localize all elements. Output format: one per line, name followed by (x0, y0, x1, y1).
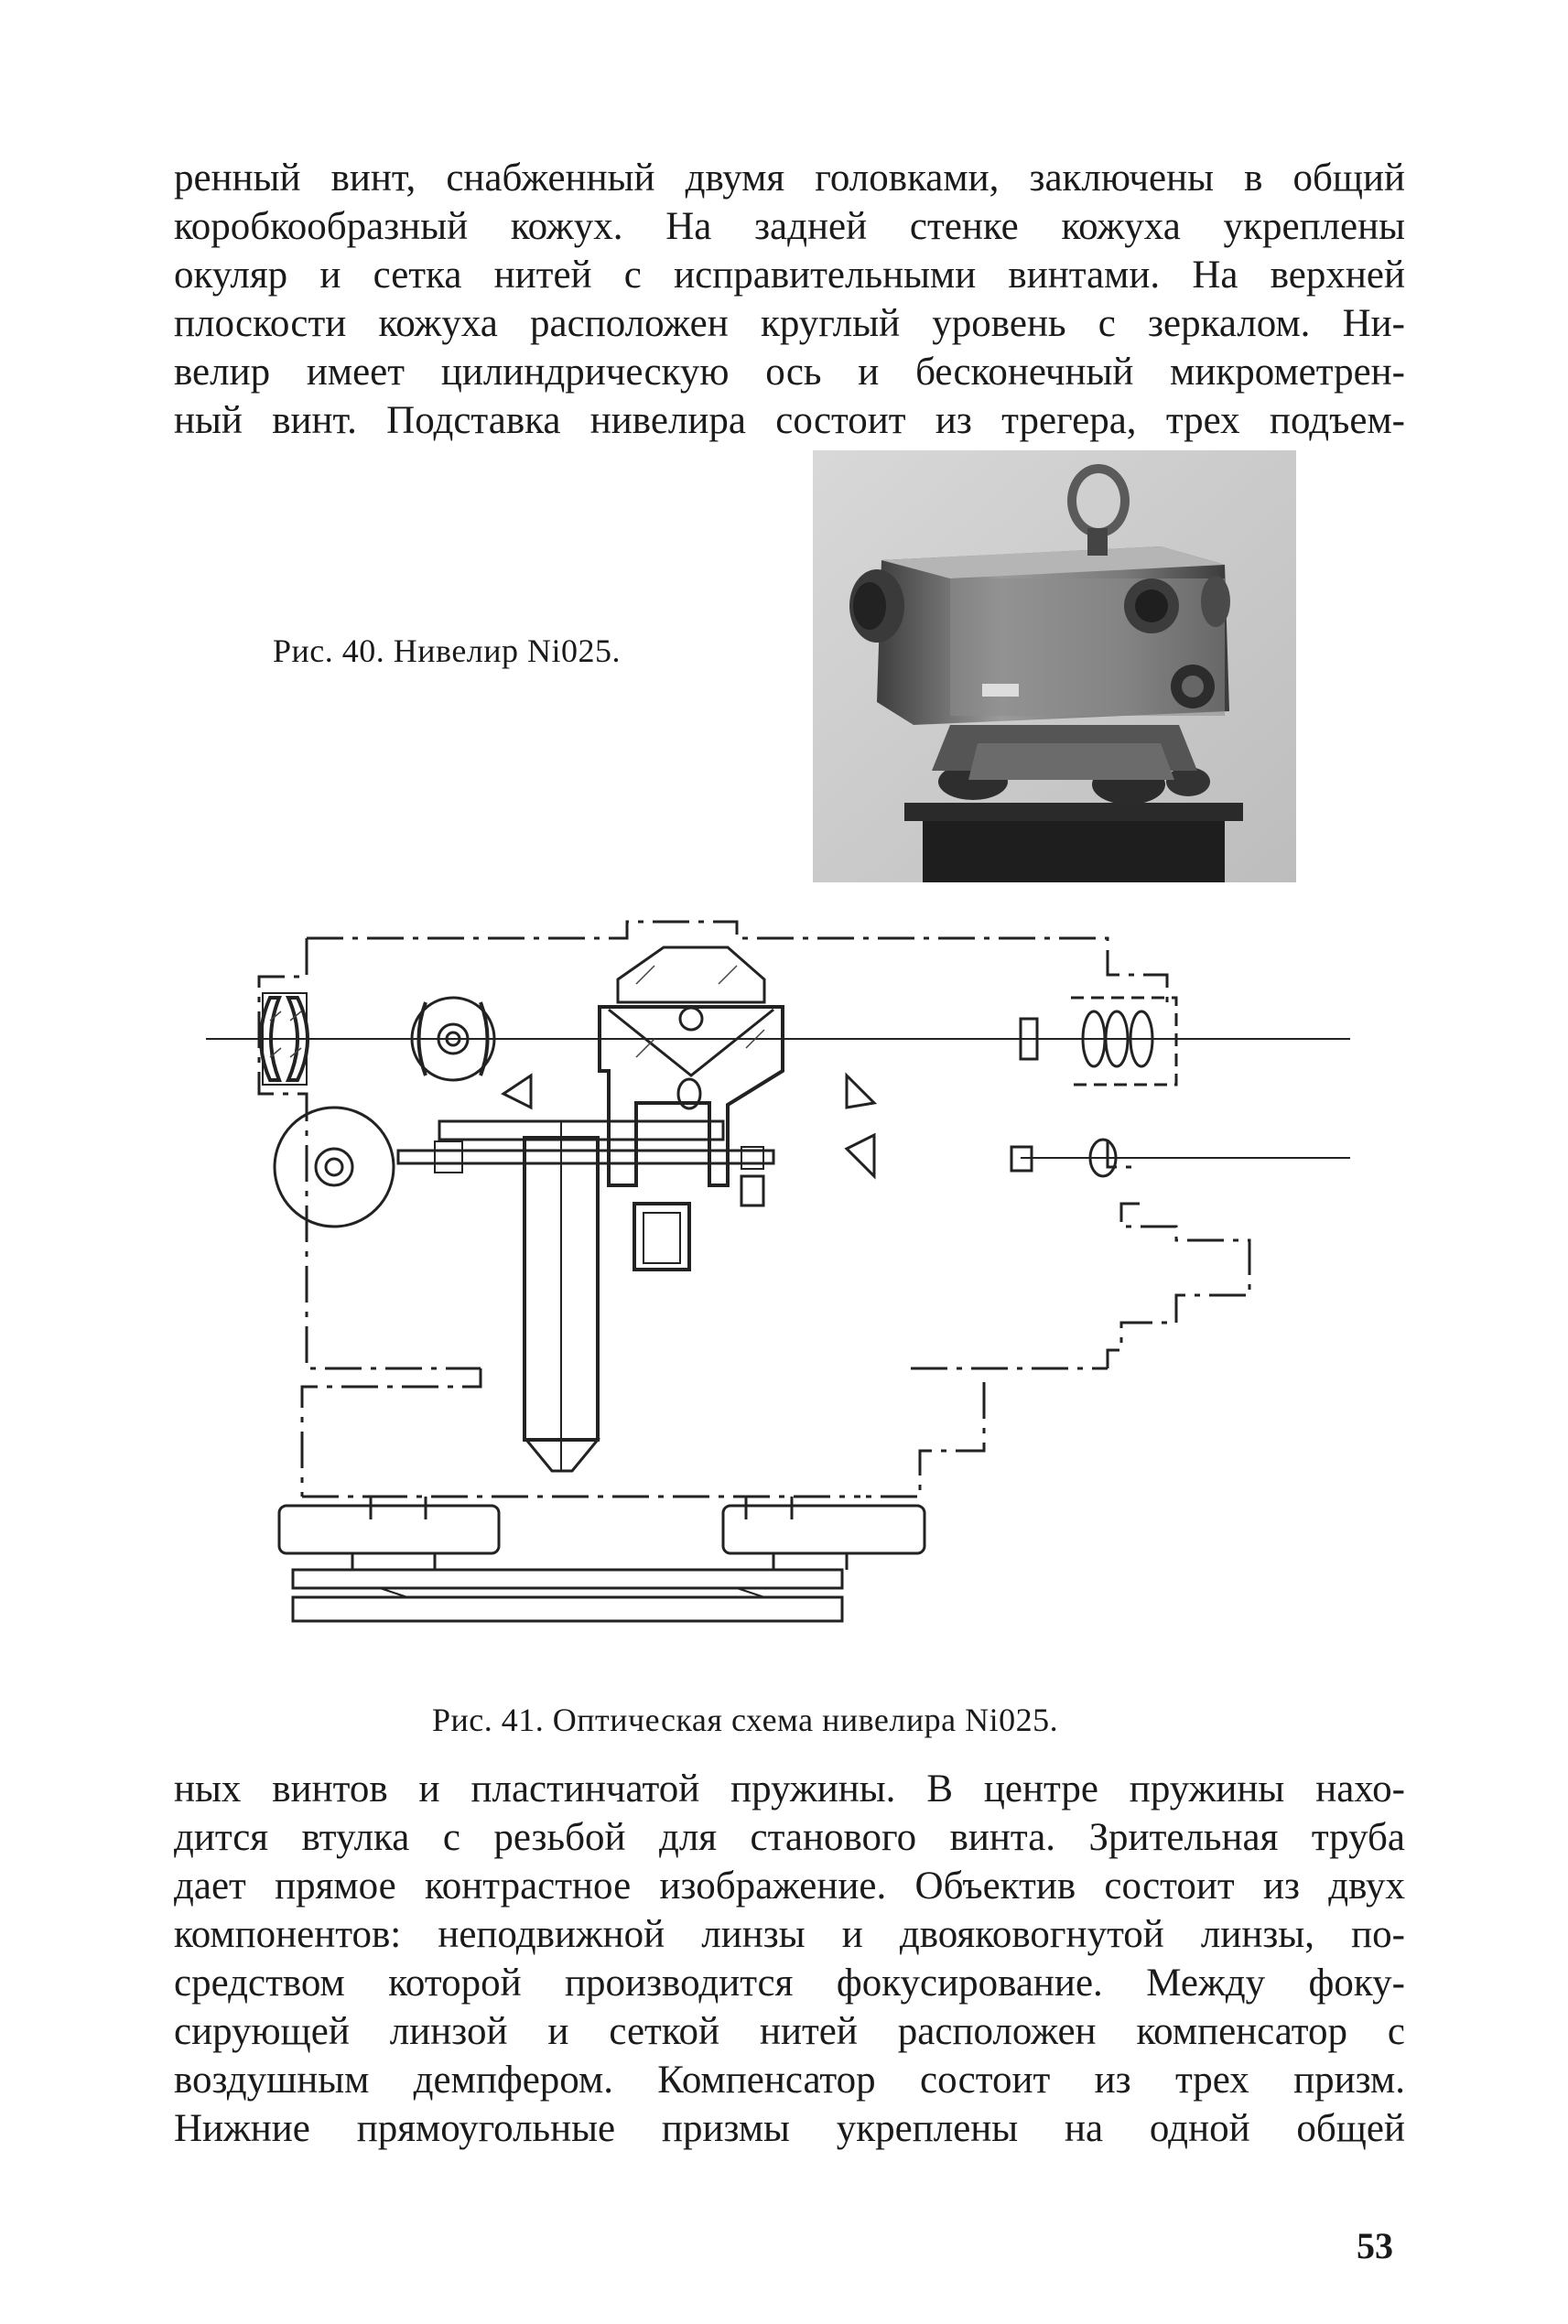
optical-scheme-drawing (206, 911, 1368, 1693)
leveling-screw-right (723, 1506, 925, 1553)
leveling-screw-left (279, 1506, 499, 1553)
text-line: ренный винт, снабженный двумя головками, заключены в общий (174, 157, 1405, 200)
spring-plate (293, 1570, 842, 1588)
optical-scheme-diagram (206, 911, 1368, 1693)
prism-small-left (503, 1076, 531, 1108)
compensator-pivot (680, 1008, 702, 1030)
figure-41-caption: Рис. 41. Оптическая схема нивелира Ni025. (432, 1702, 1059, 1738)
text-line: Нижние прямоугольные призмы укреплены на одной общей (174, 2107, 1405, 2150)
text-line: ных винтов и пластинчатой пружины. В центре пружины нахо- (174, 1767, 1405, 1811)
text-line: коробкообразный кожух. На задней стенке кожуха укреплены (174, 205, 1405, 248)
compensator-top-prism (618, 947, 764, 1002)
housing-outline (259, 922, 1249, 1368)
text-line: компонентов: неподвижной линзы и двояковогнутой линзы, по- (174, 1913, 1405, 1956)
bottom-paragraph (174, 1765, 1405, 2153)
micrometer-guide (398, 1151, 773, 1163)
tripod-plate (293, 1597, 842, 1621)
top-paragraph (174, 154, 1405, 445)
text-line: воздушным демпфером. Компенсатор состоит из трех призм. (174, 2059, 1405, 2102)
text-line: средством которой производится фокусирование. Между фоку- (174, 1962, 1405, 2005)
compensator-main-prism (600, 1007, 783, 1185)
text-line: сирующей линзой и сеткой нитей расположен компенсатор с (174, 2010, 1405, 2053)
text-line: дает прямое контрастное изображение. Объектив состоит из двух (174, 1865, 1405, 1908)
text-line: ный винт. Подставка нивелира состоит из трегера, трех подъем- (174, 399, 1405, 442)
eyepiece-mount (1071, 998, 1176, 1085)
level-instrument-photo (813, 450, 1296, 882)
prism-lower-right (847, 1135, 874, 1176)
prism-small-right (847, 1076, 874, 1108)
text-line: велир имеет цилиндрическую ось и бесконечный микрометрен- (174, 351, 1405, 394)
text-line: окуляр и сетка нитей с исправительными винтами. На верхней (174, 254, 1405, 297)
text-line: дится втулка с резьбой для станового винта. Зрительная труба (174, 1816, 1405, 1859)
figure-40-caption: Рис. 40. Нивелир Ni025. (273, 632, 622, 669)
text-line: плоскости кожуха расположен круглый уровень с зеркалом. Ни- (174, 302, 1405, 345)
page-number: 53 (1357, 2225, 1393, 2266)
micrometer-drum (275, 1108, 394, 1227)
level-photo-illustration (813, 450, 1296, 882)
